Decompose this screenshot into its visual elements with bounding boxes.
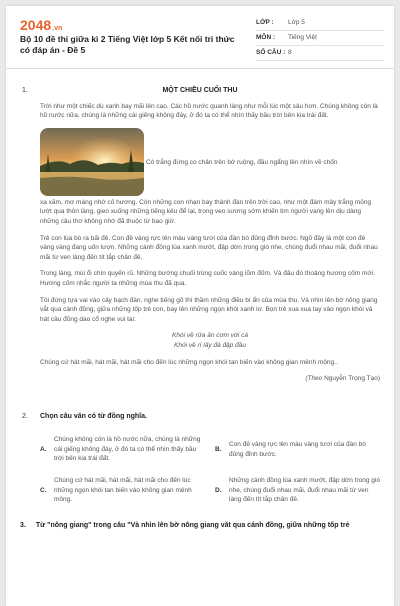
meta-grade: LỚP : Lớp 5 [256, 16, 384, 31]
document-page [6, 6, 394, 606]
answer-option-d[interactable]: D. Những cánh đồng lúa xanh mướt, đập dờn trong gió nhe, chúng đuổi nhau mãi, đuổi nhau mãi từ ven làng đến tít tắp chân đê. [215, 477, 380, 504]
story-paragraph: Tôi đứng tựa vai vào cây bạch đàn, nghe tiếng gõ thì thầm những điều bí ẩn của mùa thu. Và nhìn lên bờ nông giang vắt qua cánh đồng, giữa những tốp trẻ con, bay lên những ngọn khói xanh lơ. Bọn trẻ xua xua tay vào ngọn khói và hát câu đồng dao cổ nghe vui tai: [40, 296, 378, 323]
question-number: 2. [22, 412, 28, 420]
story-title: MỘT CHIỀU CUỐI THU [162, 87, 238, 94]
poem-line: Khói về rí lấy đá đập đầu [174, 341, 246, 349]
document-header [6, 6, 394, 69]
story-paragraph: Trời như một chiếc dù xanh bay mãi lên cao. Các hồ nước quanh làng như mỗi lúc một sâu hơn. Chúng không còn là hồ nước nữa, chúng là những cái giếng không đáy, ở đó ta có thể nhìn thấy bầu trời bên kia trái đất. [40, 102, 378, 120]
question-text: Chọn câu văn có từ đồng nghĩa. [40, 412, 147, 420]
question-number: 1. [22, 87, 28, 94]
meta-subject: MÔN : Tiếng Việt [256, 31, 384, 46]
question-3: 3. Từ "nông giang" trong câu "Và nhìn lên bờ nông giang vắt qua cánh đồng, giữa những tốp trẻ [20, 521, 350, 529]
answer-option-b[interactable]: B. Con đê vàng rực lên màu vàng tươi của đàn bò đủng đỉnh bước. [215, 441, 366, 458]
story-paragraph: xa xăm, mơ màng nhớ cố hương. Còn những con nhạn bay thành đàn trên trời cao, như một đám mây trắng mỏng lướt qua thôn làng, gieo xuống những tiếng kêu để lại, trong veo sương sớm khiến tim người vang lên dịu dàng những câu thơ không nhớ đã thuộc từ bao giờ. [40, 198, 372, 225]
question-text: Từ "nông giang" trong câu "Và nhìn lên bờ nông giang vắt qua cánh đồng, giữa những tốp trẻ [35, 521, 350, 529]
document-title: Bộ 10 đề thi giữa kì 2 Tiếng Việt lớp 5 Kết nối tri thức có đáp án - Đề 5 [20, 34, 235, 55]
story-paragraph: Trong làng, mùi ổi chín quyến rũ. Những bướng chuối trùng cuốc vàng lõm đốm. Và đâu đó thoảng hương cốm mới. Hương cốm nhắc người ta những mùa thu đã qua. [40, 270, 375, 287]
story-image-row [20, 128, 380, 196]
poem-line: Khói về rửa ăn cơm với cá [172, 332, 248, 340]
image-caption-text: Cò trắng đứng co chân trên bờ ruộng, đầu ngẩng lên nhìn về chốn [146, 158, 338, 166]
story-source: (Theo Nguyễn Trọng Tạo) [305, 375, 380, 383]
sunset-lake-image [40, 128, 144, 196]
document-meta [256, 16, 384, 61]
answer-options [40, 435, 380, 505]
site-logo[interactable]: 2048.vn [20, 17, 63, 33]
story-paragraph: Trẻ con lùa bò ra bãi đê. Con đê vàng rực lên màu vàng tươi của đàn bò đủng đỉnh bước. Ngõ đây là một con đê vàng vàng đang uốn lượn. Những cánh đồng lúa xanh mướt, đập dờn trong gió nhe, chúng đuổi nhau mãi, đuổi nhau mãi từ ven làng đến tít tắp chân đê. [40, 234, 378, 261]
meta-question-count: SỐ CÂU : 8 [256, 46, 384, 61]
exam-content [6, 86, 394, 530]
answer-option-c[interactable]: C. Chúng cứ hát mãi, hát mãi, hát mãi cho đến lúc những ngọn khói tan biến vào không gian mênh mông. [40, 477, 192, 504]
story-paragraph: Chúng cứ hát mãi, hát mãi, hát mãi cho đến lúc những ngọn khói tan biến vào không gian mênh mông.. [40, 358, 338, 366]
answer-option-a[interactable]: A. Chúng không còn là hồ nước nữa, chúng là những cái giếng không đáy, ở đó ta có thể nhìn thấy bầu trời bên kia trái đất. [40, 436, 201, 463]
question-2 [20, 412, 380, 505]
